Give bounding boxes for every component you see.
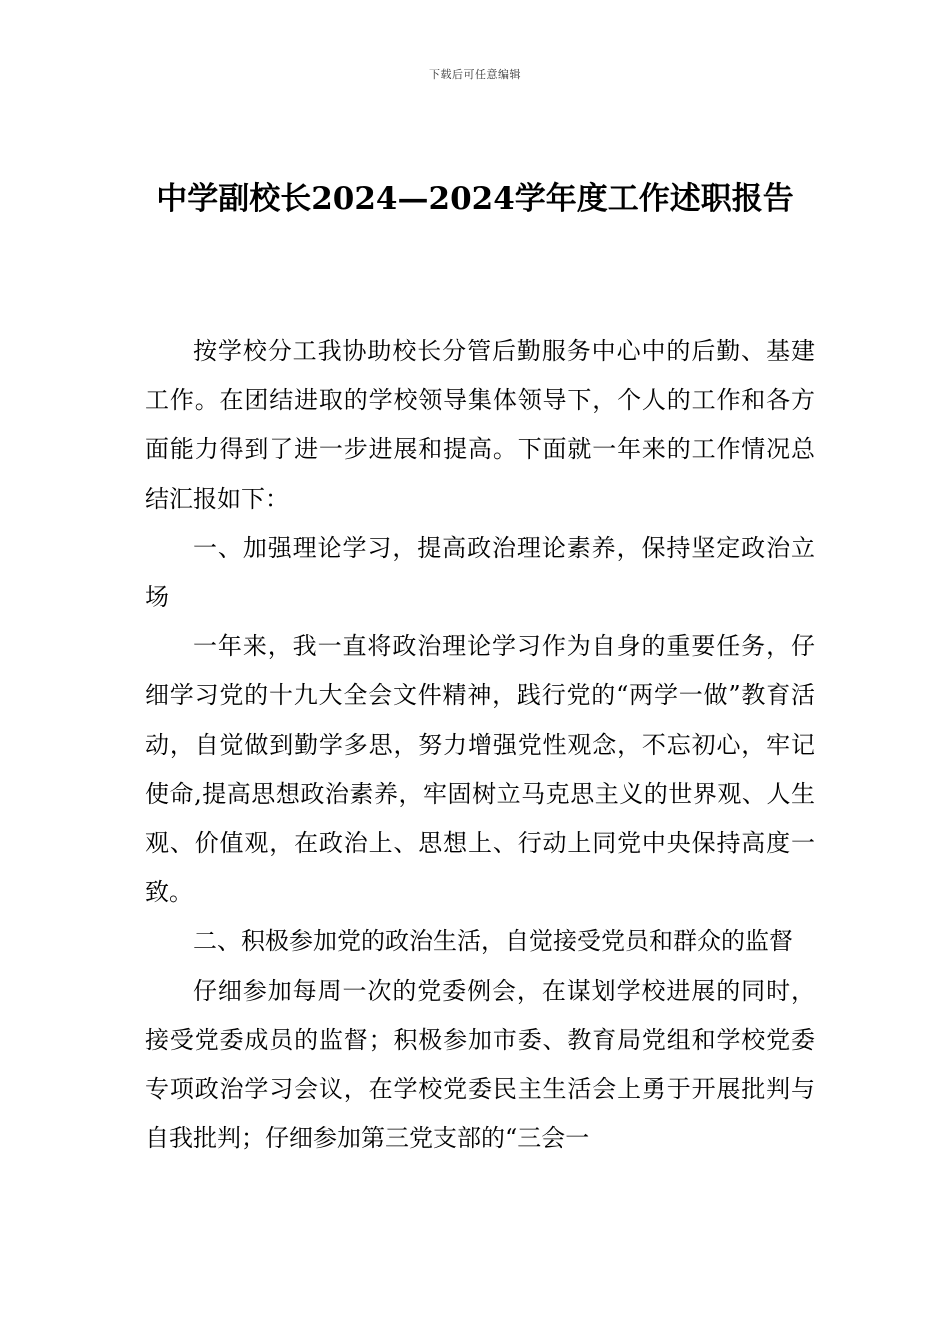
- section-heading-1: 一、加强理论学习，提高政治理论素养，保持坚定政治立场: [145, 533, 815, 612]
- paragraph-intro: 按学校分工我协助校长分管后勤服务中心中的后勤、基建工作。在团结进取的学校领导集体领导下，个人的工作和各方面能力得到了进一步进展和提高。下面就一年来的工作情况总结汇报如下：: [145, 337, 815, 513]
- document-body: [145, 327, 815, 1163]
- paragraph-section-1: 一年来，我一直将政治理论学习作为自身的重要任务，仔细学习党的十九大全会文件精神，践行党的“两学一做”教育活动，自觉做到勤学多思，努力增强党性观念，不忘初心，牢记使命,提高思想政治素养，牢固树立马克思主义的世界观、人生观、价值观，在政治上、思想上、行动上同党中央保持高度一致。: [145, 632, 815, 907]
- header-watermark: 下载后可任意编辑: [429, 68, 521, 81]
- paragraph-section-2: 仔细参加每周一次的党委例会，在谋划学校进展的同时，接受党委成员的监督；积极参加市委、教育局党组和学校党委专项政治学习会议，在学校党委民主生活会上勇于开展批判与自我批判；仔细参加第三党支部的“三会一: [145, 976, 815, 1153]
- document-title: 中学副校长2024—2024学年度工作述职报告: [156, 181, 794, 217]
- section-heading-2: 二、积极参加党的政治生活，自觉接受党员和群众的监督: [193, 927, 793, 956]
